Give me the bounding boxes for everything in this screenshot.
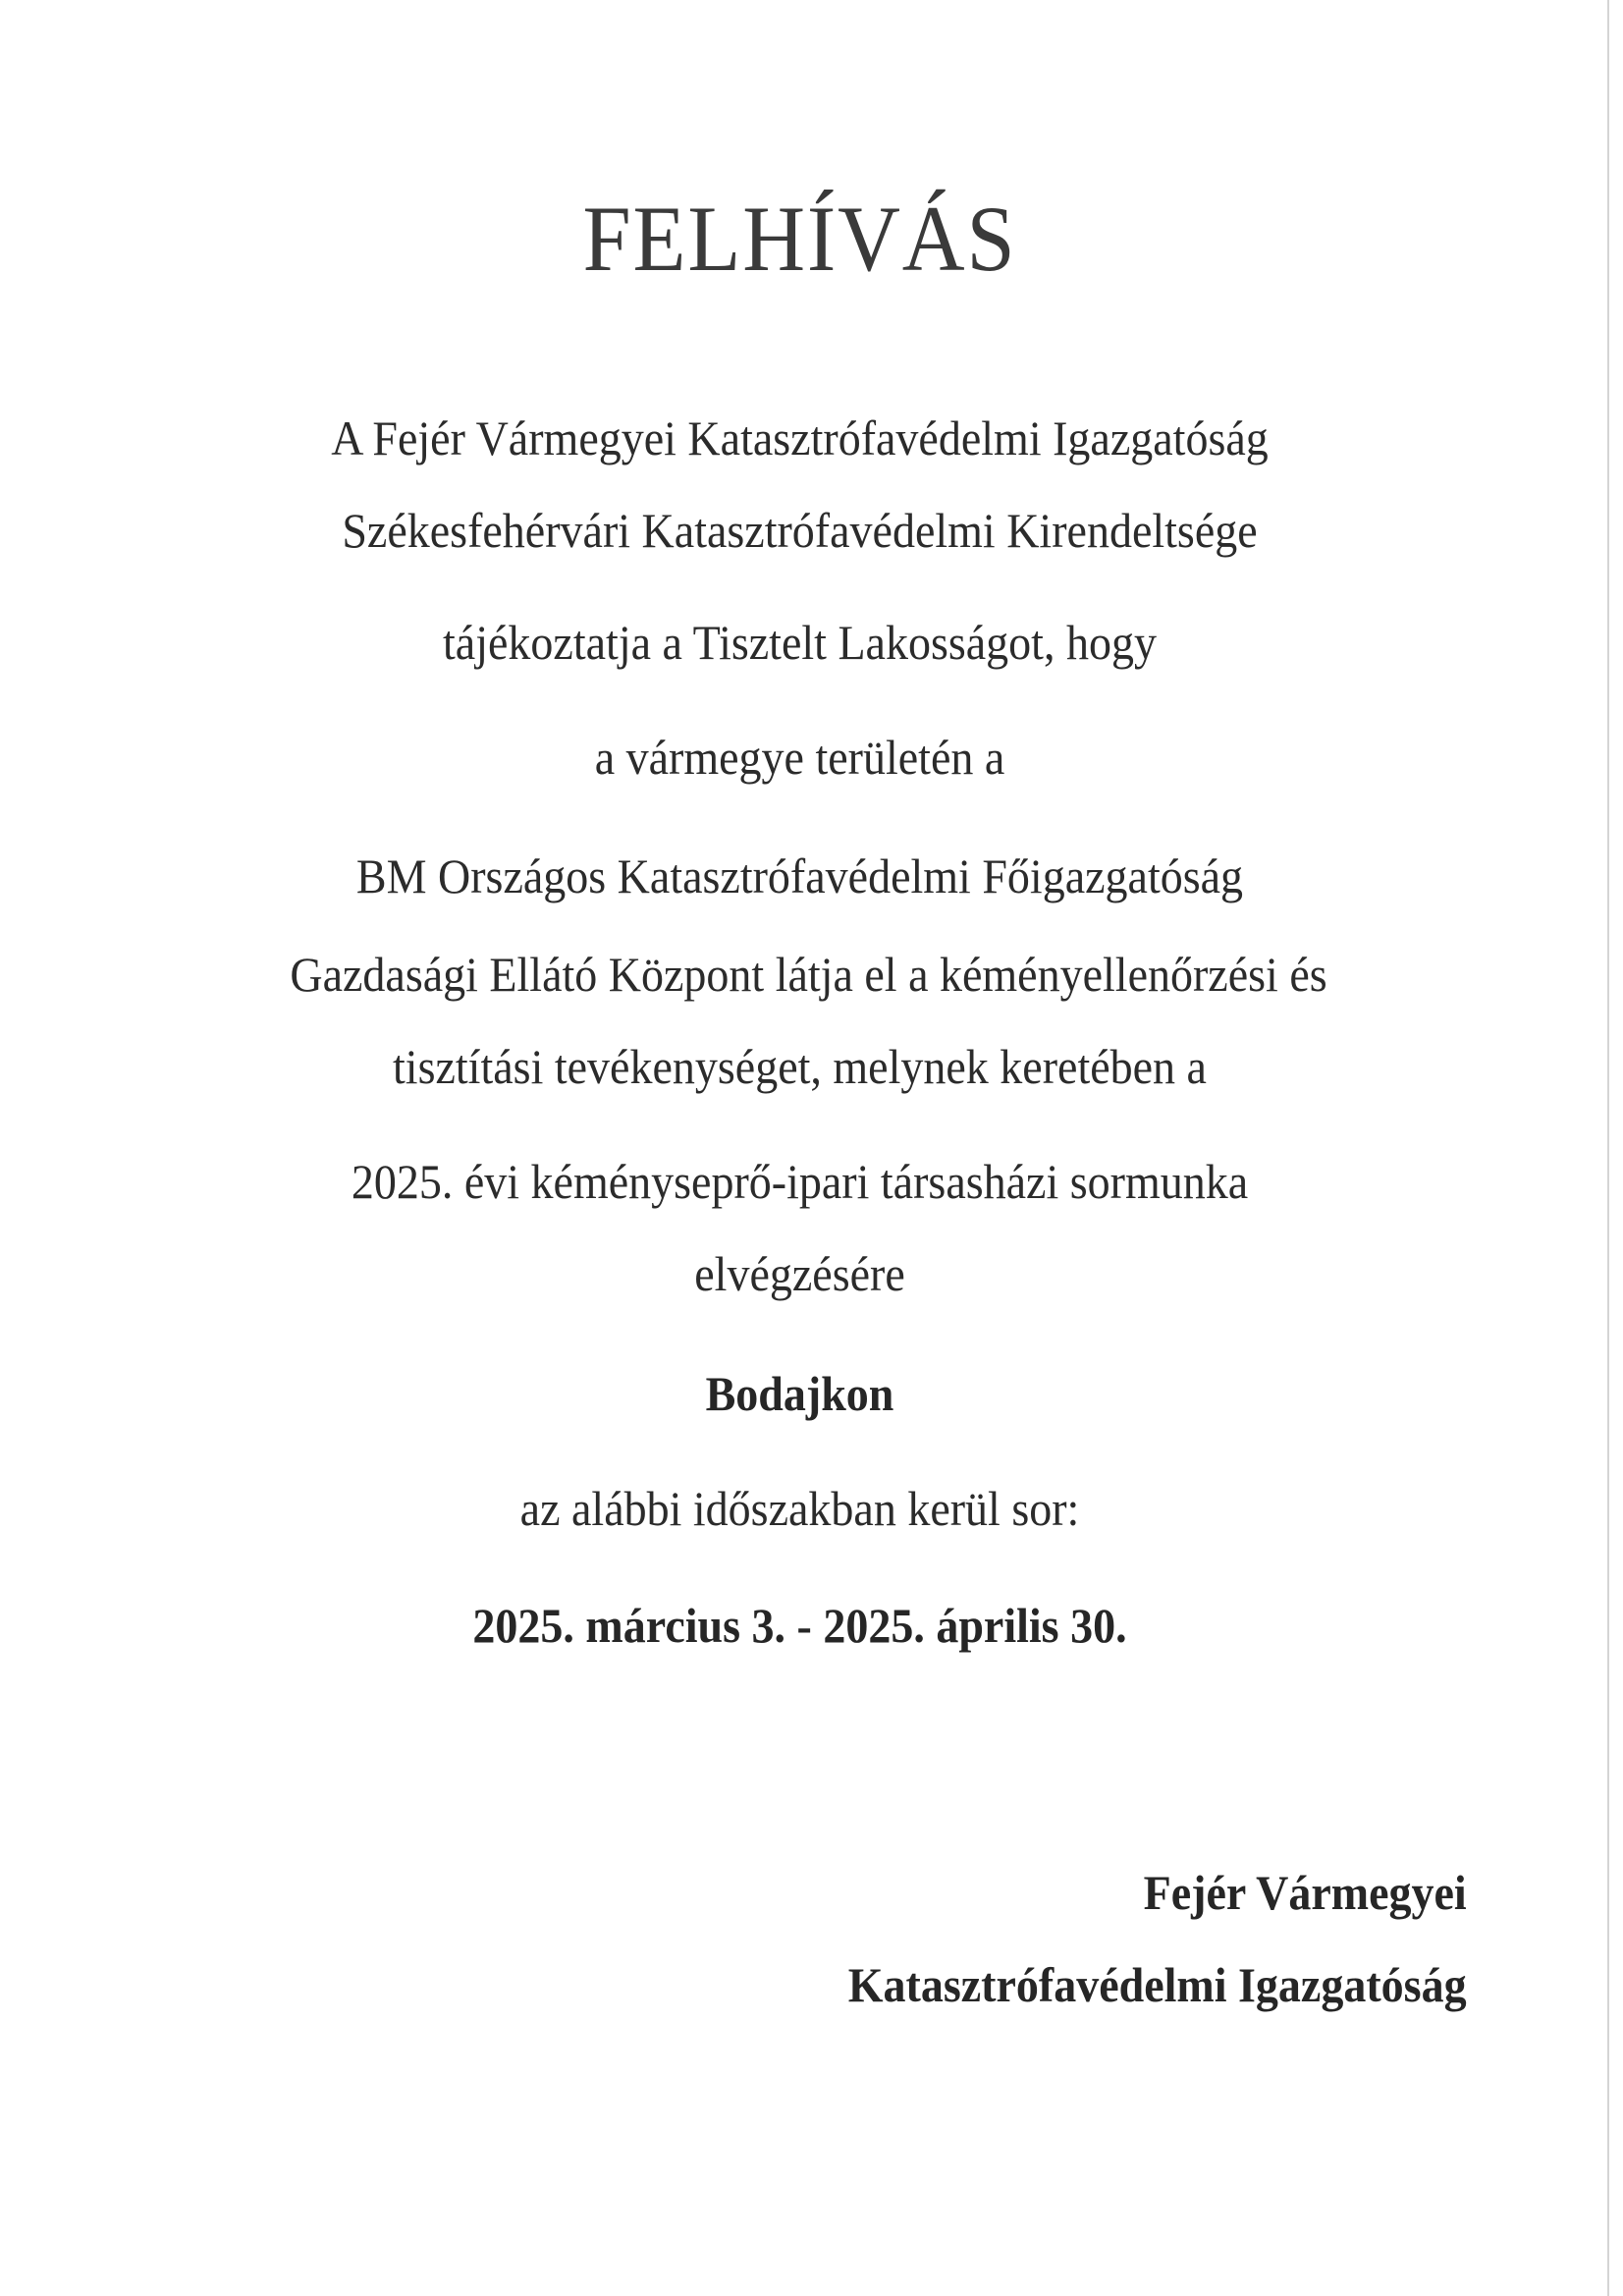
signature-line-2: Katasztrófavédelmi Igazgatóság [848, 1957, 1467, 2012]
scan-edge-line [1607, 0, 1609, 2296]
body-line-5: BM Országos Katasztrófavédelmi Főigazgatóság [355, 848, 1244, 903]
body-line-4: a vármegye területén a [594, 730, 1005, 785]
body-line-9: elvégzésére [694, 1246, 905, 1301]
body-line-3: tájékoztatja a Tisztelt Lakosságot, hogy [443, 615, 1157, 670]
location-name: Bodajkon [705, 1366, 894, 1421]
body-line-1: A Fejér Vármegyei Katasztrófavédelmi Igazgatóság [331, 410, 1269, 465]
document-title: FELHÍVÁS [582, 187, 1017, 291]
period-dates: 2025. március 3. - 2025. április 30. [472, 1598, 1127, 1653]
body-line-8: 2025. évi kéményseprő-ipari társasházi sormunka [351, 1154, 1249, 1209]
body-line-6: Gazdasági Ellátó Központ látja el a kéményellenőrzési és [290, 947, 1327, 1002]
period-intro: az alábbi időszakban kerül sor: [519, 1481, 1080, 1536]
body-line-2: Székesfehérvári Katasztrófavédelmi Kirendeltsége [342, 503, 1258, 558]
body-line-7: tisztítási tevékenységet, melynek keretében a [393, 1039, 1207, 1094]
signature-line-1: Fejér Vármegyei [1143, 1865, 1467, 1920]
